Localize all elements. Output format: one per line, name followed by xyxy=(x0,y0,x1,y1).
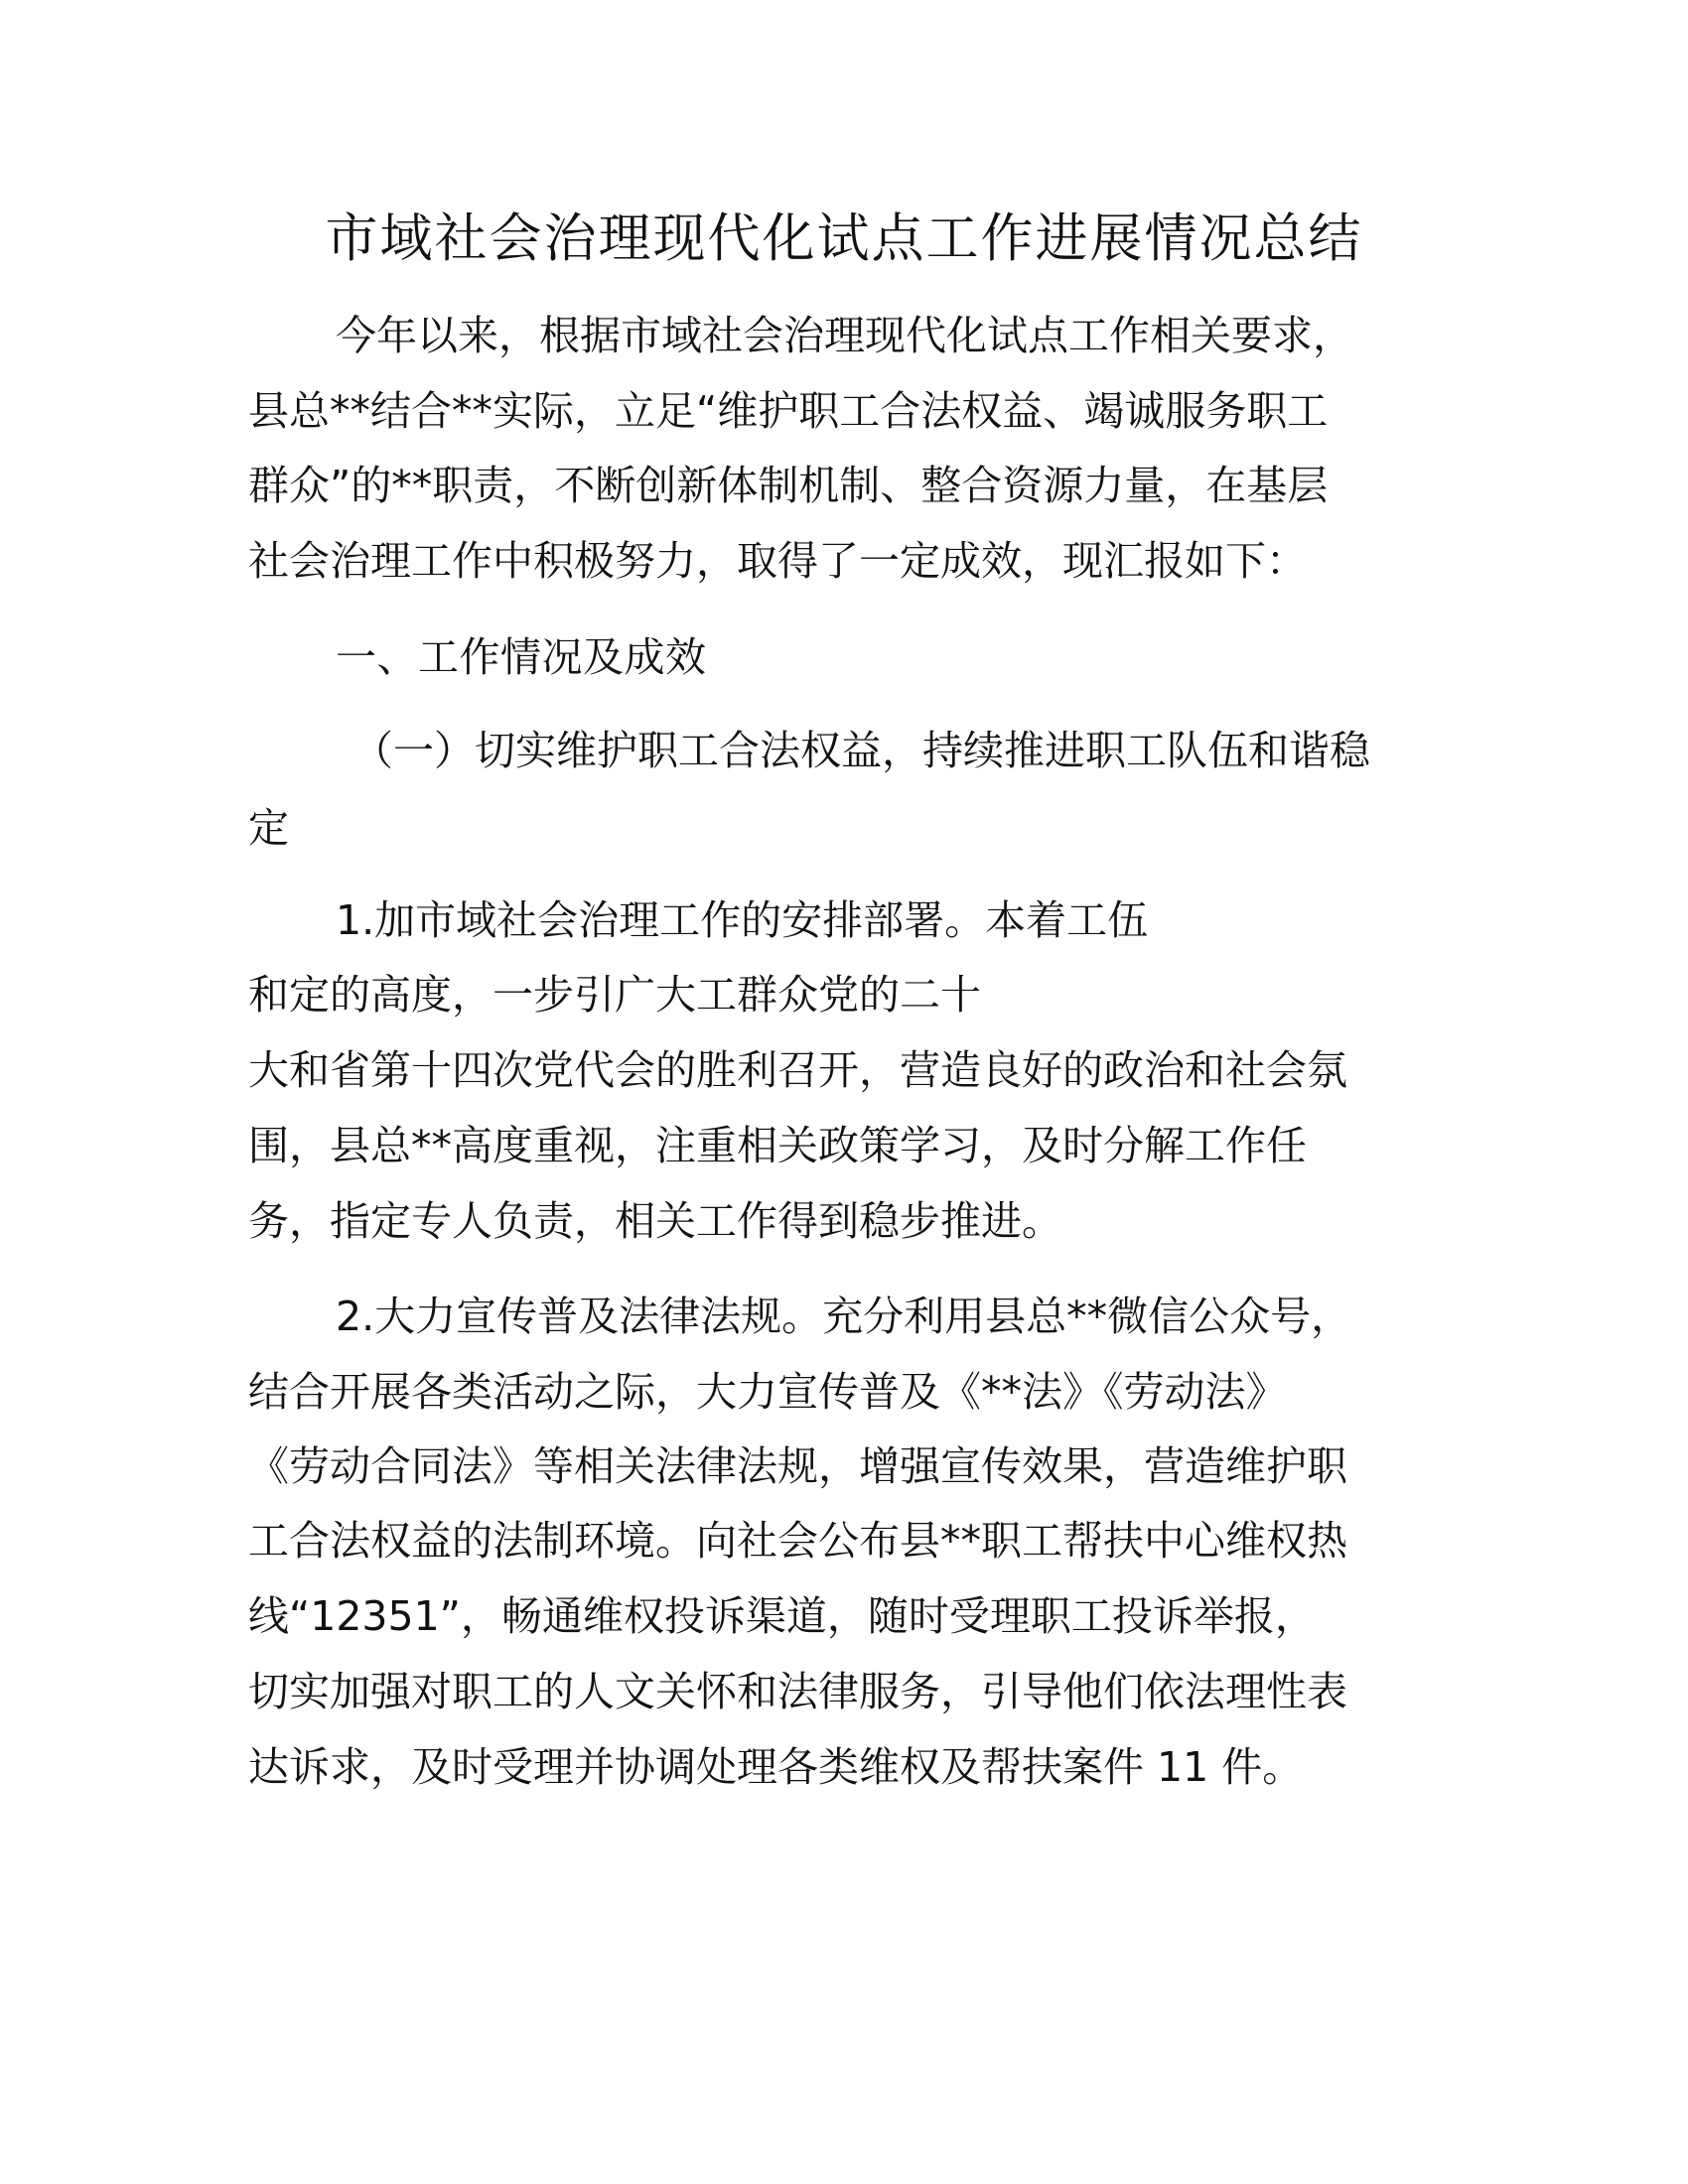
paragraph-1-line-4: 社会治理工作中积极努力，取得了一定成效，现汇报如下： xyxy=(248,537,1307,585)
paragraph-2-line-3: 大和省第十四次党代会的胜利召开，营造良好的政治和社会氛 xyxy=(248,1046,1347,1094)
subsection-heading-1-line-1: （一）切实维护职工合法权益，持续推进职工队伍和谐稳 xyxy=(352,727,1370,774)
paragraph-2-line-2: 和定的高度，一步引广大工群众党的二十 xyxy=(248,971,981,1019)
paragraph-3-line-6: 切实加强对职工的人文关怀和法律服务，引导他们依法理性表 xyxy=(248,1668,1347,1715)
paragraph-3-line-1: 2.大力宣传普及法律法规。充分利用县总**微信公众号， xyxy=(336,1293,1352,1340)
paragraph-3-line-5: 线“12351”，畅通维权投诉渠道，随时受理职工投诉举报， xyxy=(248,1592,1316,1640)
subsection-heading-1-line-2: 定 xyxy=(248,804,289,852)
paragraph-3-line-7: 达诉求，及时受理并协调处理各类维权及帮扶案件 11 件。 xyxy=(248,1743,1304,1791)
section-heading-1: 一、工作情况及成效 xyxy=(336,633,707,681)
paragraph-2-line-4: 围，县总**高度重视，注重相关政策学习，及时分解工作任 xyxy=(248,1122,1307,1169)
paragraph-3-line-2: 结合开展各类活动之际，大力宣传普及《**法》《劳动法》 xyxy=(248,1368,1287,1416)
paragraph-1-line-1: 今年以来，根据市域社会治理现代化试点工作相关要求， xyxy=(336,312,1353,359)
paragraph-3-line-3: 《劳动合同法》等相关法律法规，增强宣传效果，营造维护职 xyxy=(248,1442,1347,1490)
paragraph-2-line-5: 务，指定专人负责，相关工作得到稳步推进。 xyxy=(248,1197,1062,1245)
document-title: 市域社会治理现代化试点工作进展情况总结 xyxy=(325,208,1363,269)
paragraph-1-line-2: 县总**结合**实际，立足“维护职工合法权益、竭诚服务职工 xyxy=(248,387,1329,435)
paragraph-1-line-3: 群众”的**职责，不断创新体制机制、整合资源力量，在基层 xyxy=(248,462,1329,509)
paragraph-3-line-4: 工合法权益的法制环境。向社会公布县**职工帮扶中心维权热 xyxy=(248,1517,1347,1565)
paragraph-2-line-1: 1.加市域社会治理工作的安排部署。本着工伍 xyxy=(336,896,1149,944)
